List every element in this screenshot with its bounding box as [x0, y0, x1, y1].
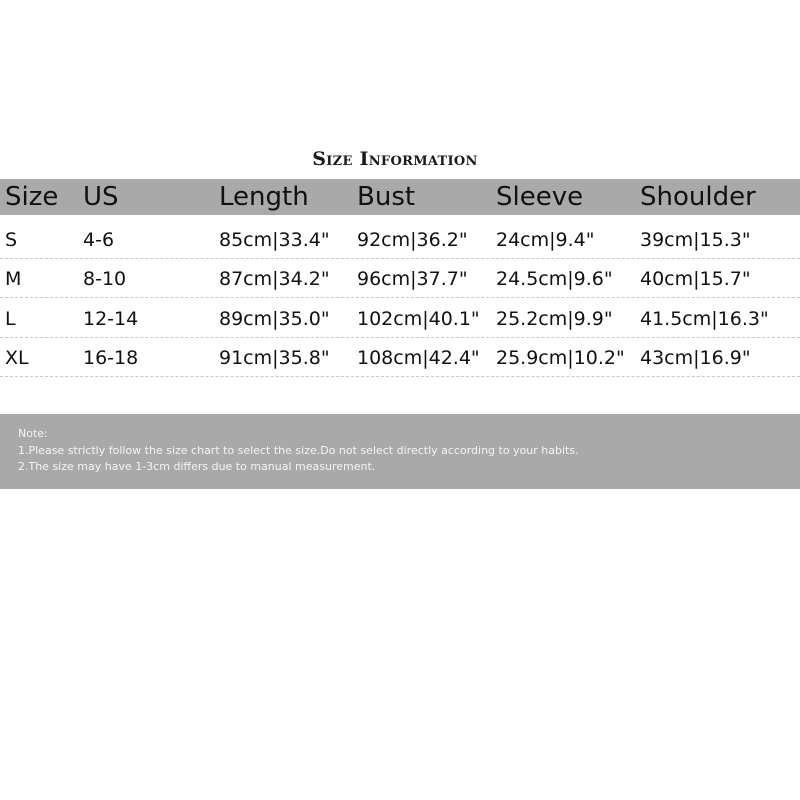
cell-shoulder: 39cm|15.3" — [640, 229, 751, 251]
cell-size: S — [5, 229, 18, 251]
cell-shoulder: 40cm|15.7" — [640, 268, 751, 290]
note-heading: Note: — [18, 427, 48, 440]
cell-us: 4-6 — [83, 229, 115, 251]
cell-bust: 92cm|36.2" — [357, 229, 468, 251]
cell-size: M — [5, 268, 22, 290]
page-title: Size Information — [312, 148, 478, 170]
cell-bust: 108cm|42.4" — [357, 347, 480, 369]
cell-us: 12-14 — [83, 308, 139, 330]
cell-shoulder: 43cm|16.9" — [640, 347, 751, 369]
header-bust: Bust — [357, 182, 416, 212]
header-us: US — [83, 182, 119, 212]
cell-us: 8-10 — [83, 268, 127, 290]
cell-sleeve: 25.9cm|10.2" — [496, 347, 625, 369]
table-row — [0, 221, 800, 259]
table-header — [0, 179, 800, 215]
cell-bust: 96cm|37.7" — [357, 268, 468, 290]
cell-length: 89cm|35.0" — [219, 308, 330, 330]
header-shoulder: Shoulder — [640, 182, 756, 212]
cell-sleeve: 24.5cm|9.6" — [496, 268, 613, 290]
note-box — [0, 414, 800, 489]
header-sleeve: Sleeve — [496, 182, 584, 212]
cell-us: 16-18 — [83, 347, 139, 369]
cell-length: 87cm|34.2" — [219, 268, 330, 290]
table-row — [0, 260, 800, 298]
cell-sleeve: 25.2cm|9.9" — [496, 308, 613, 330]
cell-size: XL — [5, 347, 29, 369]
header-length: Length — [219, 182, 309, 212]
cell-length: 85cm|33.4" — [219, 229, 330, 251]
note-line: 1.Please strictly follow the size chart to select the size.Do not select directly according to your habits. — [18, 444, 579, 457]
header-size: Size — [5, 182, 59, 212]
table-row — [0, 300, 800, 338]
cell-size: L — [5, 308, 16, 330]
cell-length: 91cm|35.8" — [219, 347, 330, 369]
cell-bust: 102cm|40.1" — [357, 308, 480, 330]
cell-shoulder: 41.5cm|16.3" — [640, 308, 769, 330]
cell-sleeve: 24cm|9.4" — [496, 229, 595, 251]
table-row — [0, 339, 800, 377]
note-line: 2.The size may have 1-3cm differs due to manual measurement. — [18, 460, 376, 473]
